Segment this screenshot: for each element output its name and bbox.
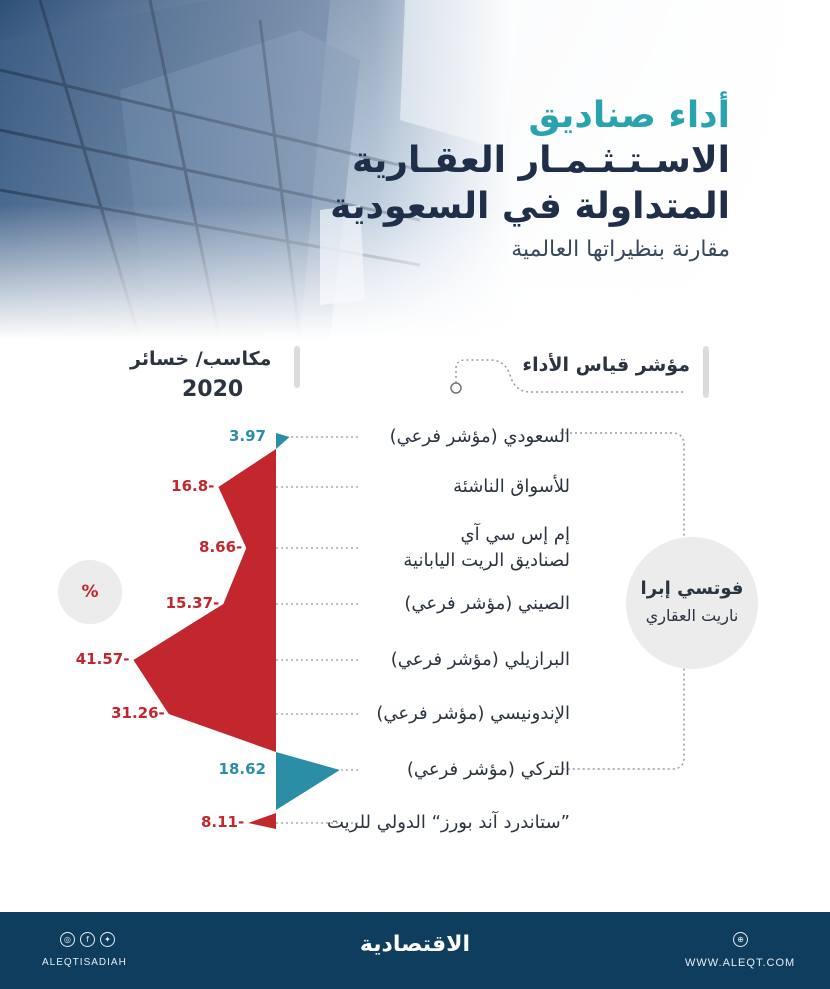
value-label-1: 16.8- bbox=[171, 477, 215, 495]
index-name: فوتسي إبرا bbox=[640, 578, 744, 599]
category-label-4 bbox=[391, 647, 570, 673]
header-accent-bar-right bbox=[703, 346, 709, 398]
area-mark-negative-7 bbox=[248, 813, 276, 829]
gains-losses-header: مكاسب/ خسائر bbox=[130, 348, 272, 370]
title-line-3: المتداولة في السعودية bbox=[330, 186, 730, 227]
header-accent-bar-left bbox=[294, 346, 300, 388]
category-label-5 bbox=[376, 701, 570, 727]
category-label-2 bbox=[403, 522, 570, 574]
category-label-3 bbox=[404, 591, 570, 617]
social-handle[interactable]: ALEQTISADIAH bbox=[42, 957, 127, 968]
globe-icon[interactable]: ⊕ bbox=[733, 932, 748, 947]
index-subtitle: ناريت العقاري bbox=[645, 606, 739, 625]
performance-index-header: مؤشر قياس الأداء bbox=[522, 354, 690, 376]
index-circle bbox=[626, 537, 758, 669]
category-label-line: التركي (مؤشر فرعي) bbox=[406, 759, 570, 780]
value-label-6: 18.62 bbox=[218, 760, 266, 778]
subtitle: مقارنة بنظيراتها العالمية bbox=[511, 237, 730, 262]
category-label-0 bbox=[390, 424, 570, 450]
title-line-1: أداء صناديق bbox=[528, 95, 730, 136]
value-label-5: 31.26- bbox=[111, 704, 165, 722]
value-label-0: 3.97 bbox=[228, 427, 266, 445]
area-mark-positive-0 bbox=[276, 433, 290, 449]
publisher-logo[interactable]: الاقتصادية bbox=[359, 932, 471, 957]
value-label-2: 8.66- bbox=[199, 538, 243, 556]
category-label-7 bbox=[327, 810, 570, 836]
category-label-line: ”ستاندرد آند بورز“ الدولي للريت bbox=[326, 812, 570, 833]
header-connector-dot bbox=[451, 383, 461, 393]
percent-unit-label: % bbox=[81, 582, 99, 602]
category-label-line: البرازيلي (مؤشر فرعي) bbox=[390, 649, 570, 670]
value-label-4: 41.57- bbox=[75, 650, 130, 668]
twitter-icon[interactable]: ✦ bbox=[100, 932, 115, 947]
category-label-line: الإندونيسي (مؤشر فرعي) bbox=[376, 703, 570, 724]
area-mark-positive-6 bbox=[276, 752, 340, 810]
category-label-line: إم إس سي آي bbox=[460, 524, 570, 545]
year-header: 2020 bbox=[182, 377, 244, 402]
instagram-icon[interactable]: ◎ bbox=[60, 932, 75, 947]
header-connector-line bbox=[456, 360, 684, 392]
category-label-1 bbox=[453, 474, 570, 500]
category-label-line: السعودي (مؤشر فرعي) bbox=[389, 426, 570, 447]
category-label-6 bbox=[407, 757, 570, 783]
value-label-3: 15.37- bbox=[165, 594, 220, 612]
website-link[interactable]: WWW.ALEQT.COM bbox=[685, 957, 796, 969]
title-line-2: الاسـتـثـمـار العقـارية bbox=[351, 140, 730, 181]
category-label-line: لصناديق الريت اليابانية bbox=[403, 550, 570, 571]
category-label-line: الصيني (مؤشر فرعي) bbox=[404, 593, 570, 614]
facebook-icon[interactable]: f bbox=[80, 932, 95, 947]
value-label-7: 8.11- bbox=[200, 813, 245, 831]
category-label-line: للأسواق الناشئة bbox=[453, 476, 570, 497]
